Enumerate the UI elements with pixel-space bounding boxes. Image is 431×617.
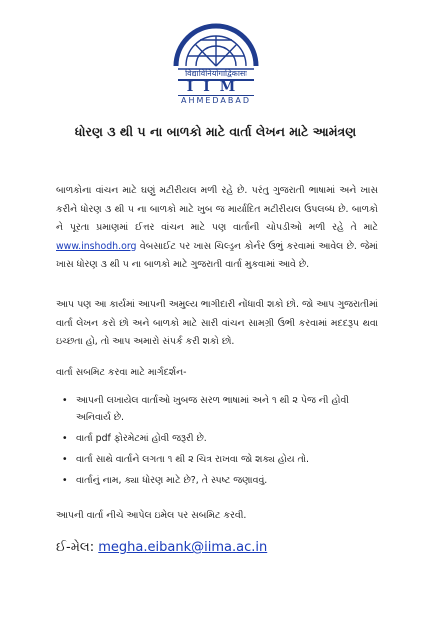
email-link[interactable]: megha.eibank@iima.ac.in bbox=[98, 540, 268, 555]
invitation-paragraph: આપ પણ આ કાર્યમાં આપની અમુલ્ય ભાગીદારી નોંધાવી શકો છો. જો આપ ગુજરાતીમાં વાર્તા લેખન કરો છો અને બાળકો માટે સારી વાંચન સામગ્રી ઉભી કરવામાં મદદરૂપ થવા ઇચ્છતા હો, તો આપ અમારો સંપર્ક કરી શકો છો. bbox=[56, 299, 378, 347]
intro-text-end: વેબસાઈટ પર ખાસ ચિલ્ડ્રન કોર્નર ઉભું કરવામાં આવેલ છે. જેમાં ખાસ ધોરણ ૩ થી ૫ ના બાળકો માટે ગુજરાતી વાર્તા મુકવામાં આવે છે. bbox=[56, 240, 378, 270]
guidelines-heading: વાર્તા સબમિટ કરવા માટે માર્ગદર્શન- bbox=[56, 367, 187, 378]
email-label: ઈ-મેલ: bbox=[56, 540, 95, 555]
bullet-icon: • bbox=[62, 395, 68, 406]
bullet-icon: • bbox=[62, 433, 68, 444]
bullet-icon: • bbox=[62, 475, 68, 486]
closing-text: આપની વાર્તા નીચે આપેલ ઇમેલ પર સબમિટ કરવી. bbox=[56, 510, 247, 521]
email-row bbox=[56, 540, 267, 555]
intro-paragraph bbox=[56, 182, 378, 275]
iima-logo bbox=[160, 4, 272, 106]
page-title: ધોરણ ૩ થી ૫ ના બાળકો માટે વાર્તા લેખન માટે આમંત્રણ bbox=[74, 124, 357, 139]
list-item: • આપની લખાયેલ વાર્તાઓ ખુબજ સરળ ભાષામાં અને ૧ થી ૨ પેજ ની હોવી અનિવાર્ય છે. bbox=[62, 392, 378, 426]
logo-city: AHMEDABAD bbox=[180, 96, 252, 105]
bullet-icon: • bbox=[62, 454, 68, 465]
logo-motto: विद्याविनियोगाद्विकासः bbox=[185, 69, 247, 78]
guidelines-list bbox=[62, 392, 378, 493]
list-item: • વાર્તાનું નામ, ક્યા ધોરણ માટે છે?, તે સ્પષ્ટ જણાવવું. bbox=[62, 472, 378, 489]
list-item: • વાર્તા સાથે વાર્તાને લગતા ૧ થી ૨ ચિત્ર રાખવા જો શક્ય હોય તો. bbox=[62, 451, 378, 468]
logo-letters: IIM bbox=[186, 79, 246, 95]
inshodh-link[interactable]: www.inshodh.org bbox=[56, 240, 137, 252]
list-item: • વાર્તા pdf ફોરમેટમાં હોવી જરૂરી છે. bbox=[62, 430, 378, 447]
intro-text-start: બાળકોના વાંચન માટે ઘણું મટીરીયલ મળી રહે છે. પરંતુ ગુજરાતી ભાષામાં અને ખાસ કરીને ધોરણ ૩ થી ૫ ના બાળકો માટે ખુબ જ માર્યાદિત મટીરીયલ ઉપલબ્ધ છે. બાળકો ને પૂરતા પ્રમાણમાં ઈત્તર વાંચન માટે પણ વાર્તાની ચોપડીઓ મળી રહે તે માટે bbox=[56, 185, 378, 233]
